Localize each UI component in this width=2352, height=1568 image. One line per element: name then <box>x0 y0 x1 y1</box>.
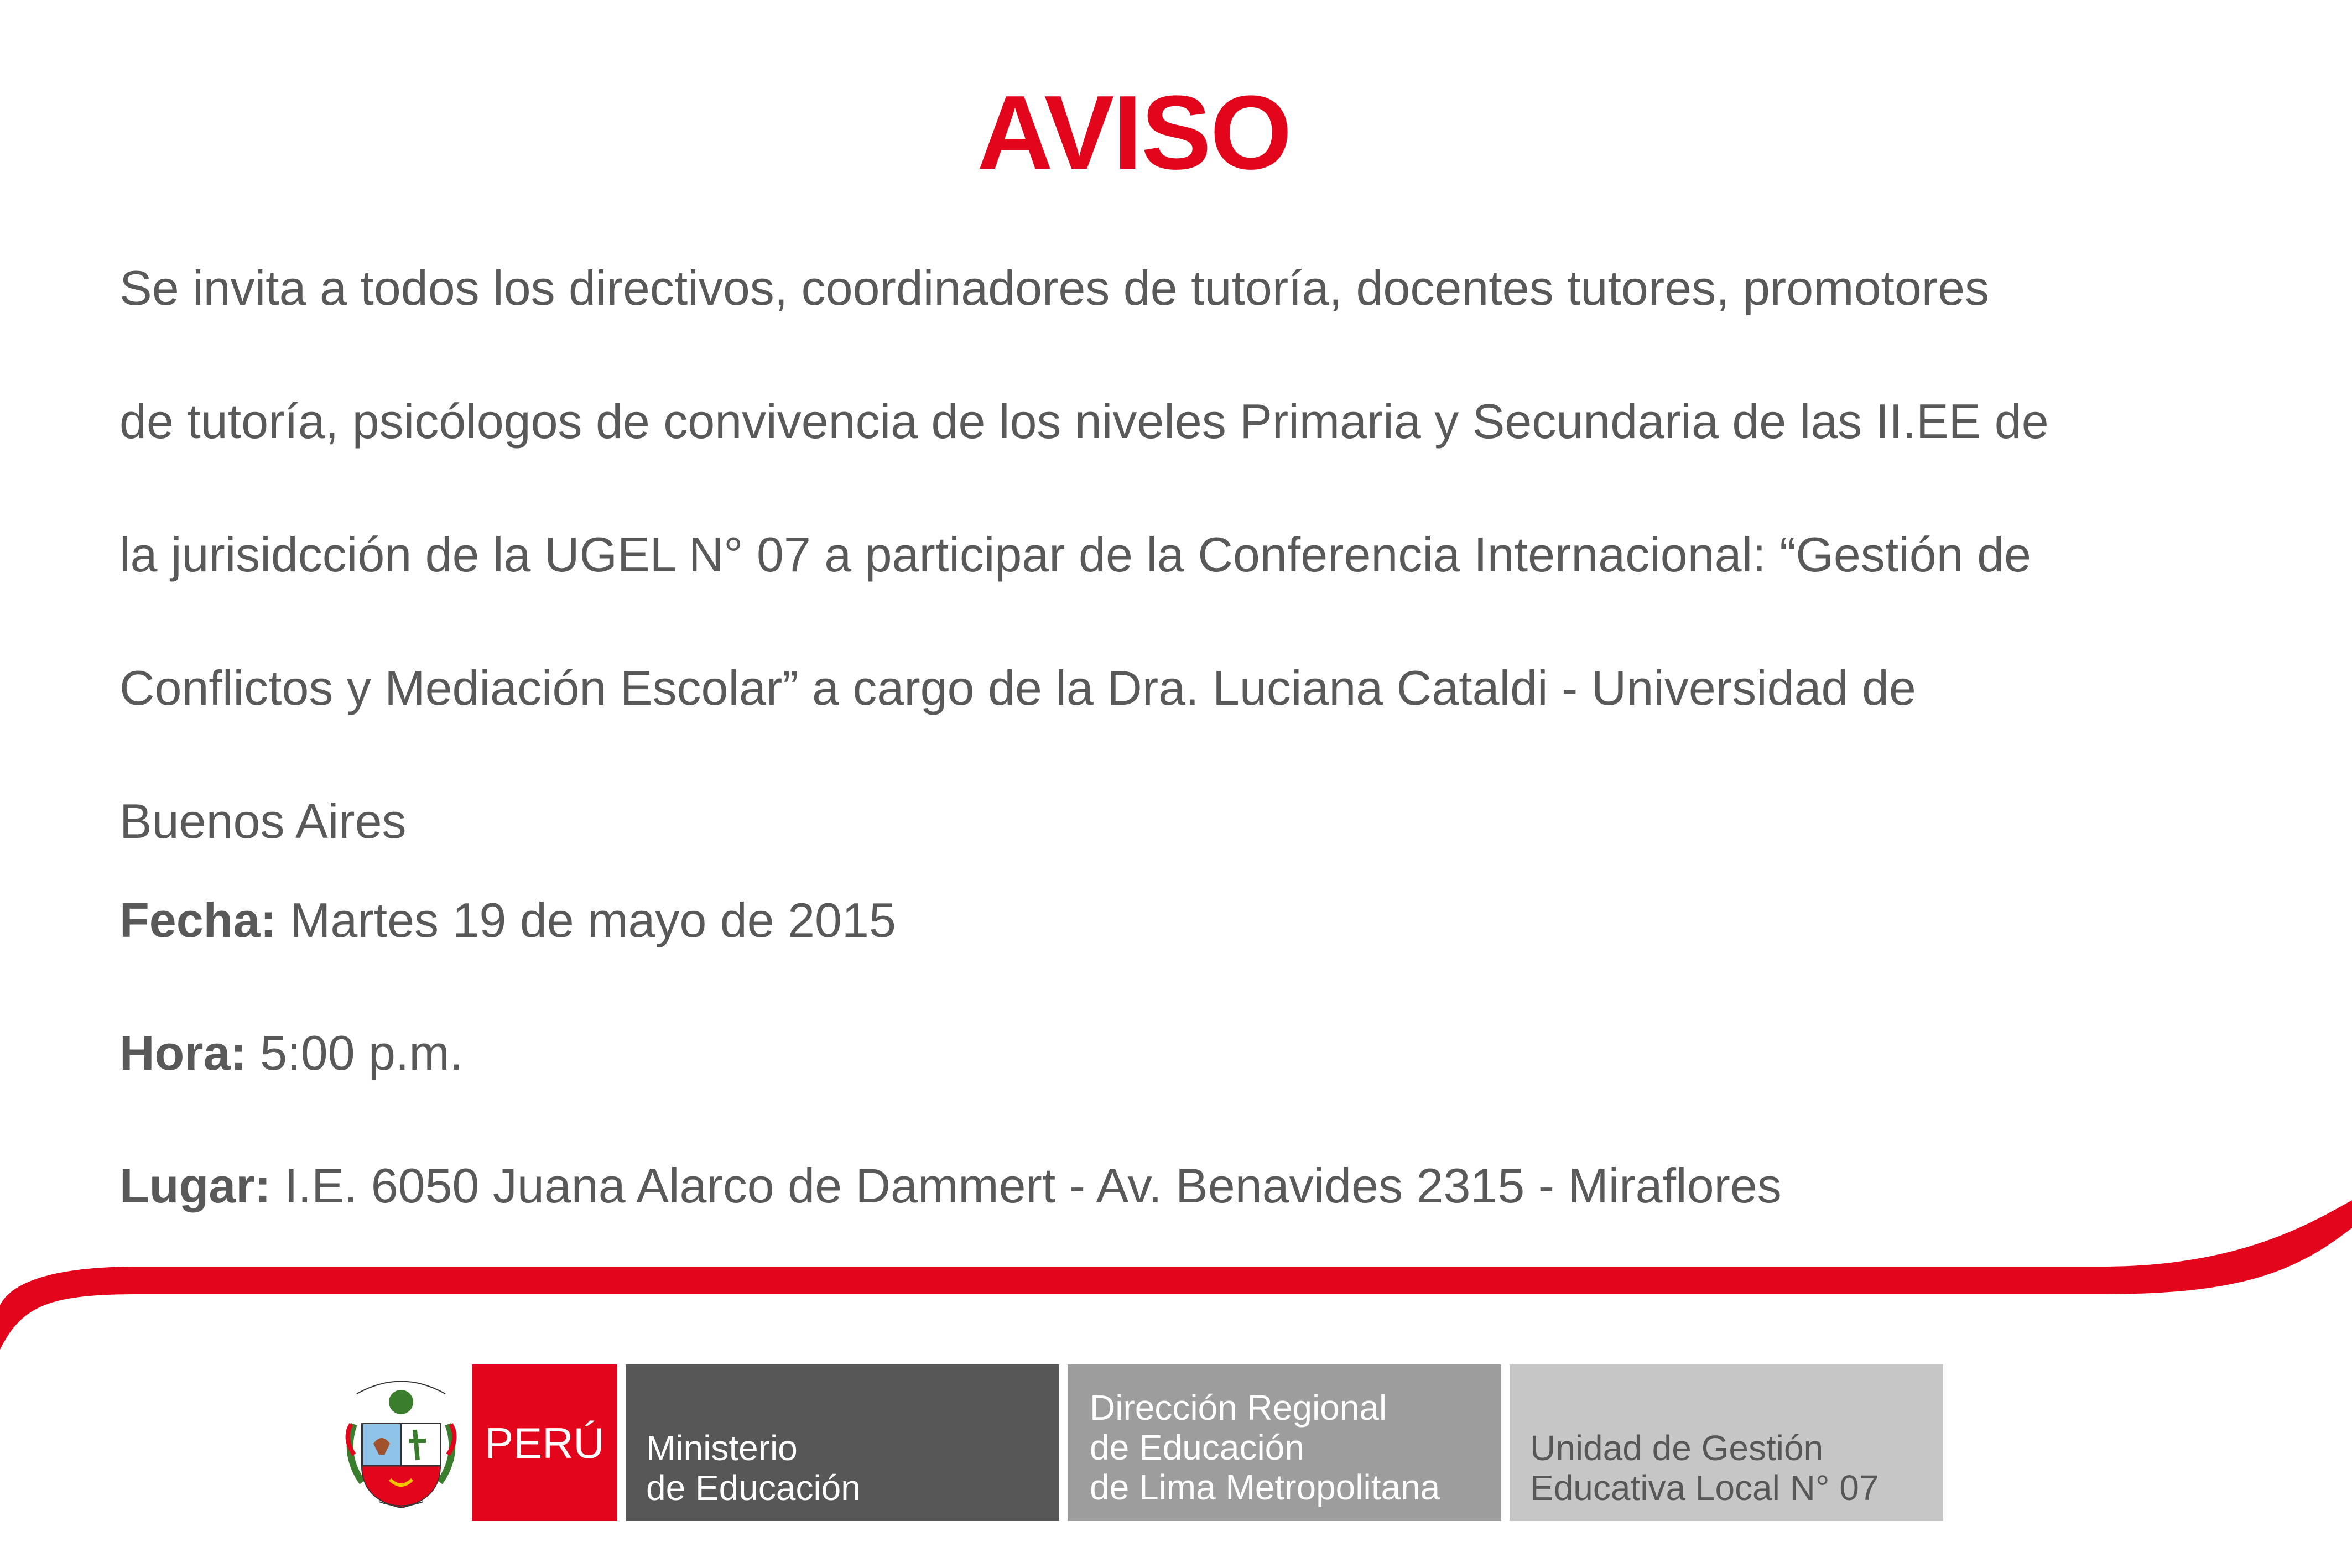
date-field <box>119 887 896 954</box>
date-value: Martes 19 de mayo de 2015 <box>276 893 896 947</box>
body-line: Conflictos y Mediación Escolar” a cargo de la Dra. Luciana Cataldi - Universidad de <box>119 660 1916 715</box>
ugel-box <box>1510 1364 1943 1521</box>
ministerio-box <box>626 1364 1059 1521</box>
date-label: Fecha: <box>119 893 277 947</box>
ministerio-line: de Educación <box>646 1468 861 1508</box>
body-line: Buenos Aires <box>119 794 407 848</box>
direccion-regional-box <box>1068 1364 1501 1521</box>
time-value: 5:00 p.m. <box>246 1025 464 1080</box>
ugel-line: Educativa Local N° 07 <box>1530 1468 1879 1508</box>
body-line: la jurisidcción de la UGEL N° 07 a participar de la Conferencia Internacional: “Gestión de <box>119 527 2031 582</box>
place-label: Lugar: <box>119 1158 271 1213</box>
peru-coat-of-arms-icon <box>340 1372 462 1515</box>
direccion-line: de Educación <box>1090 1428 1304 1467</box>
body-line: Se invita a todos los directivos, coordinadores de tutoría, docentes tutores, promotores <box>119 261 1990 315</box>
body-line: de tutoría, psicólogos de convivencia de los niveles Primaria y Secundaria de las II.EE de <box>119 394 2049 449</box>
peru-label: PERÚ <box>485 1418 605 1467</box>
place-value: I.E. 6050 Juana Alarco de Dammert - Av. Benavides 2315 - Miraflores <box>270 1158 1782 1213</box>
ministerio-line: Ministerio <box>646 1428 798 1468</box>
direccion-line: de Lima Metropolitana <box>1090 1467 1440 1507</box>
direccion-line: Dirección Regional <box>1090 1388 1387 1428</box>
time-field <box>119 1020 463 1086</box>
time-label: Hora: <box>119 1025 247 1080</box>
peru-brand-box <box>472 1364 617 1521</box>
notice-body <box>119 221 2288 888</box>
ugel-line: Unidad de Gestión <box>1530 1428 1824 1468</box>
red-swoosh-decoration <box>0 1189 2352 1377</box>
notice-title: AVISO <box>977 74 1291 191</box>
